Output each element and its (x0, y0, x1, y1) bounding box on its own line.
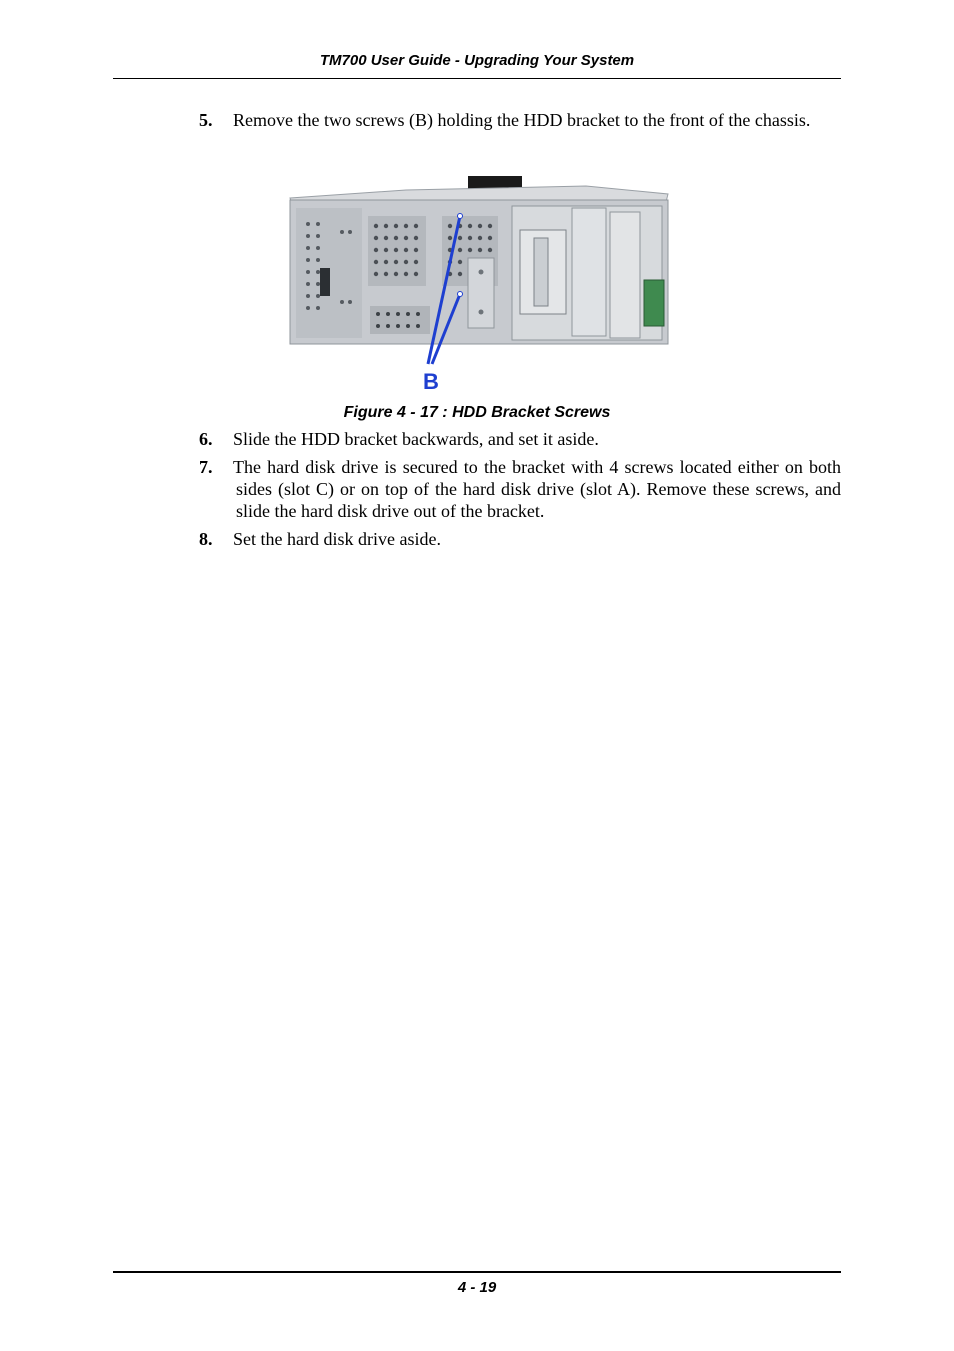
step-number: 8. (199, 529, 213, 549)
bracket-screw-2 (479, 310, 484, 315)
circuit-board (644, 280, 664, 326)
drive-bay-2 (572, 208, 606, 336)
step-number: 7. (199, 457, 213, 477)
hdd-bracket-figure (286, 172, 672, 394)
step-text: Set the hard disk drive aside. (233, 529, 441, 549)
bracket-screw-1 (479, 270, 484, 275)
footer-rule (113, 1271, 841, 1273)
header-rule (113, 78, 841, 79)
step-6 (199, 428, 841, 450)
page-number: 4 - 19 (457, 1279, 497, 1296)
callout-label: B (423, 369, 439, 394)
step-number: 6. (199, 429, 213, 449)
hdd-bracket (468, 258, 494, 328)
step-text: Slide the HDD bracket backwards, and set it aside. (233, 429, 599, 449)
step-text: Remove the two screws (B) holding the HDD bracket to the front of the chassis. (233, 110, 811, 130)
drive-bay-3 (610, 212, 640, 338)
chassis-photo (286, 172, 672, 394)
step-number: 5. (199, 110, 213, 130)
step-7 (199, 456, 841, 522)
lower-vent (370, 306, 430, 334)
page-header-title: TM700 User Guide - Upgrading Your System (319, 52, 635, 69)
figure-caption: Figure 4 - 17 : HDD Bracket Screws (343, 404, 611, 421)
port-shape (320, 268, 330, 296)
step-text: The hard disk drive is secured to the bracket with 4 screws located either on both sides (slot C) or on top of the hard disk drive (slot A). Remove these screws, and slide the hard disk drive out of the bracket. (233, 457, 841, 521)
step-5 (199, 109, 841, 131)
step-8 (199, 528, 841, 550)
